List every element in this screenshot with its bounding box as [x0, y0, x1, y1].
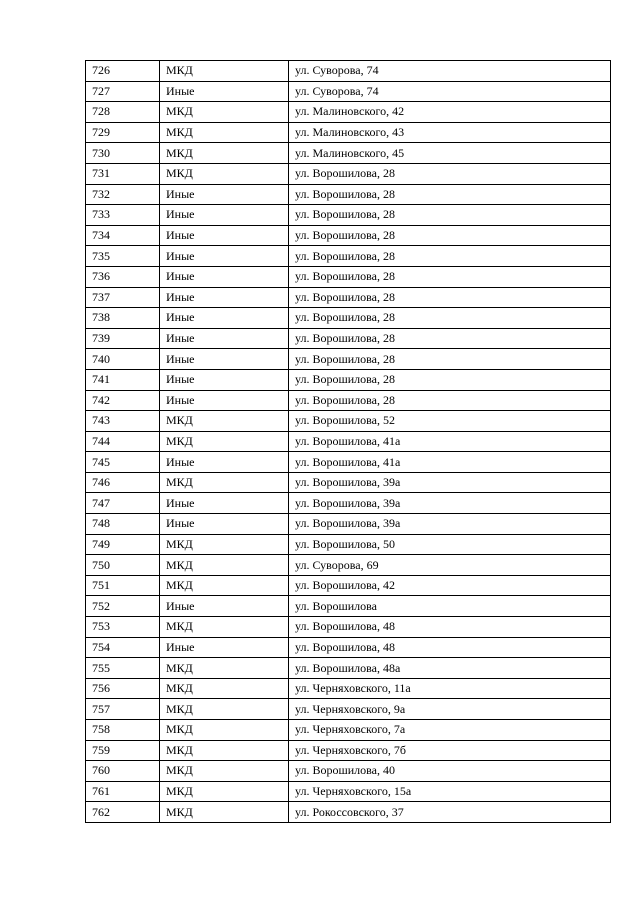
row-number-cell: 754 [86, 637, 160, 658]
table-row [86, 122, 611, 143]
row-number-cell: 739 [86, 328, 160, 349]
address-cell: ул. Ворошилова, 41а [289, 452, 611, 473]
row-number-cell: 759 [86, 740, 160, 761]
object-type-cell: МКД [160, 720, 289, 741]
address-cell: ул. Ворошилова [289, 596, 611, 617]
table-row [86, 802, 611, 823]
row-number-cell: 755 [86, 658, 160, 679]
object-type-cell: Иные [160, 184, 289, 205]
row-number-cell: 749 [86, 534, 160, 555]
address-cell: ул. Ворошилова, 28 [289, 287, 611, 308]
object-type-cell: МКД [160, 122, 289, 143]
table-row [86, 102, 611, 123]
address-cell: ул. Ворошилова, 40 [289, 761, 611, 782]
address-cell: ул. Рокоссовского, 37 [289, 802, 611, 823]
table-row [86, 369, 611, 390]
address-cell: ул. Ворошилова, 28 [289, 308, 611, 329]
table-row [86, 617, 611, 638]
row-number-cell: 733 [86, 205, 160, 226]
address-cell: ул. Ворошилова, 39а [289, 493, 611, 514]
address-cell: ул. Суворова, 74 [289, 61, 611, 82]
address-cell: ул. Черняховского, 9а [289, 699, 611, 720]
table-row [86, 761, 611, 782]
table-row [86, 596, 611, 617]
table-row [86, 411, 611, 432]
object-type-cell: Иные [160, 266, 289, 287]
row-number-cell: 742 [86, 390, 160, 411]
address-cell: ул. Ворошилова, 28 [289, 328, 611, 349]
table-row [86, 452, 611, 473]
object-type-cell: Иные [160, 308, 289, 329]
object-type-cell: Иные [160, 369, 289, 390]
address-cell: ул. Ворошилова, 28 [289, 246, 611, 267]
address-cell: ул. Суворова, 69 [289, 555, 611, 576]
table-row [86, 61, 611, 82]
object-type-cell: МКД [160, 431, 289, 452]
row-number-cell: 745 [86, 452, 160, 473]
object-type-cell: Иные [160, 493, 289, 514]
address-cell: ул. Ворошилова, 28 [289, 369, 611, 390]
object-type-cell: Иные [160, 514, 289, 535]
table-row [86, 658, 611, 679]
row-number-cell: 753 [86, 617, 160, 638]
object-type-cell: МКД [160, 617, 289, 638]
row-number-cell: 751 [86, 575, 160, 596]
row-number-cell: 758 [86, 720, 160, 741]
table-row [86, 308, 611, 329]
table-row [86, 699, 611, 720]
row-number-cell: 747 [86, 493, 160, 514]
table-row [86, 637, 611, 658]
address-cell: ул. Ворошилова, 28 [289, 163, 611, 184]
table-row [86, 205, 611, 226]
row-number-cell: 740 [86, 349, 160, 370]
row-number-cell: 743 [86, 411, 160, 432]
object-type-cell: МКД [160, 740, 289, 761]
row-number-cell: 760 [86, 761, 160, 782]
table-row [86, 781, 611, 802]
row-number-cell: 762 [86, 802, 160, 823]
address-cell: ул. Черняховского, 7б [289, 740, 611, 761]
object-type-cell: МКД [160, 658, 289, 679]
object-type-cell: Иные [160, 81, 289, 102]
address-cell: ул. Малиновского, 45 [289, 143, 611, 164]
address-cell: ул. Ворошилова, 50 [289, 534, 611, 555]
table-row [86, 555, 611, 576]
object-type-cell: Иные [160, 246, 289, 267]
address-cell: ул. Суворова, 74 [289, 81, 611, 102]
table-row [86, 287, 611, 308]
object-type-cell: МКД [160, 781, 289, 802]
table-row [86, 81, 611, 102]
row-number-cell: 731 [86, 163, 160, 184]
object-type-cell: МКД [160, 61, 289, 82]
address-cell: ул. Ворошилова, 28 [289, 205, 611, 226]
object-type-cell: МКД [160, 761, 289, 782]
object-type-cell: Иные [160, 596, 289, 617]
table-row [86, 678, 611, 699]
address-cell: ул. Черняховского, 11а [289, 678, 611, 699]
row-number-cell: 746 [86, 472, 160, 493]
object-type-cell: МКД [160, 411, 289, 432]
address-cell: ул. Малиновского, 42 [289, 102, 611, 123]
address-cell: ул. Малиновского, 43 [289, 122, 611, 143]
table-row [86, 740, 611, 761]
object-type-cell: МКД [160, 575, 289, 596]
row-number-cell: 750 [86, 555, 160, 576]
row-number-cell: 728 [86, 102, 160, 123]
row-number-cell: 727 [86, 81, 160, 102]
table-row [86, 349, 611, 370]
address-cell: ул. Ворошилова, 48а [289, 658, 611, 679]
address-cell: ул. Черняховского, 7а [289, 720, 611, 741]
address-registry-table [85, 60, 611, 823]
row-number-cell: 757 [86, 699, 160, 720]
row-number-cell: 744 [86, 431, 160, 452]
object-type-cell: МКД [160, 534, 289, 555]
object-type-cell: Иные [160, 349, 289, 370]
address-cell: ул. Ворошилова, 39а [289, 472, 611, 493]
row-number-cell: 730 [86, 143, 160, 164]
address-cell: ул. Ворошилова, 52 [289, 411, 611, 432]
table-row [86, 328, 611, 349]
object-type-cell: МКД [160, 678, 289, 699]
table-row [86, 163, 611, 184]
table-row [86, 534, 611, 555]
object-type-cell: Иные [160, 287, 289, 308]
table-row [86, 493, 611, 514]
row-number-cell: 752 [86, 596, 160, 617]
table-row [86, 575, 611, 596]
address-cell: ул. Ворошилова, 28 [289, 266, 611, 287]
row-number-cell: 748 [86, 514, 160, 535]
table-row [86, 143, 611, 164]
row-number-cell: 726 [86, 61, 160, 82]
row-number-cell: 734 [86, 225, 160, 246]
address-cell: ул. Ворошилова, 28 [289, 390, 611, 411]
object-type-cell: Иные [160, 328, 289, 349]
row-number-cell: 737 [86, 287, 160, 308]
address-cell: ул. Ворошилова, 39а [289, 514, 611, 535]
object-type-cell: МКД [160, 163, 289, 184]
object-type-cell: МКД [160, 143, 289, 164]
row-number-cell: 729 [86, 122, 160, 143]
address-cell: ул. Ворошилова, 28 [289, 349, 611, 370]
table-row [86, 184, 611, 205]
table-row [86, 246, 611, 267]
table-row [86, 720, 611, 741]
object-type-cell: МКД [160, 555, 289, 576]
table-row [86, 514, 611, 535]
address-cell: ул. Ворошилова, 28 [289, 225, 611, 246]
row-number-cell: 761 [86, 781, 160, 802]
address-cell: ул. Ворошилова, 41а [289, 431, 611, 452]
registry-table-body [86, 61, 611, 823]
address-cell: ул. Ворошилова, 48 [289, 637, 611, 658]
object-type-cell: МКД [160, 699, 289, 720]
row-number-cell: 756 [86, 678, 160, 699]
address-cell: ул. Ворошилова, 28 [289, 184, 611, 205]
row-number-cell: 741 [86, 369, 160, 390]
object-type-cell: МКД [160, 102, 289, 123]
table-row [86, 225, 611, 246]
table-row [86, 266, 611, 287]
row-number-cell: 738 [86, 308, 160, 329]
object-type-cell: Иные [160, 390, 289, 411]
object-type-cell: МКД [160, 472, 289, 493]
table-row [86, 431, 611, 452]
row-number-cell: 735 [86, 246, 160, 267]
address-cell: ул. Ворошилова, 48 [289, 617, 611, 638]
address-cell: ул. Ворошилова, 42 [289, 575, 611, 596]
address-cell: ул. Черняховского, 15а [289, 781, 611, 802]
table-row [86, 390, 611, 411]
object-type-cell: Иные [160, 225, 289, 246]
object-type-cell: Иные [160, 637, 289, 658]
object-type-cell: Иные [160, 205, 289, 226]
table-row [86, 472, 611, 493]
row-number-cell: 736 [86, 266, 160, 287]
row-number-cell: 732 [86, 184, 160, 205]
object-type-cell: Иные [160, 452, 289, 473]
object-type-cell: МКД [160, 802, 289, 823]
